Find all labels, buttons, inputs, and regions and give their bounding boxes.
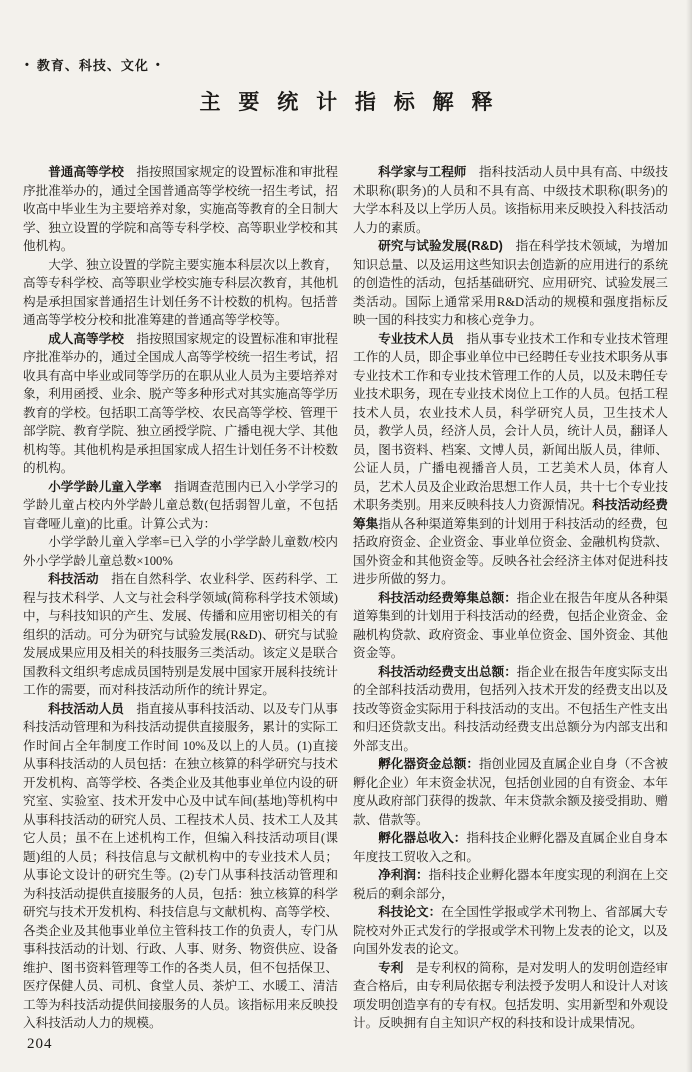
- formula-paragraph: [23, 533, 338, 570]
- definition-paragraph: [23, 478, 338, 534]
- definition-paragraph: [23, 163, 338, 256]
- definition-text: 指科技企业孵化器及直属企业自身本年度技工贸收入之和。: [353, 831, 669, 864]
- term-label: 孵化器资金总额：: [378, 757, 479, 771]
- right-column: [353, 163, 668, 1033]
- definition-text: 指科技企业孵化器本年度实现的利润在上交税后的剩余部分，: [353, 868, 669, 901]
- definition-text: 指从事专业技术工作和专业技术管理工作的人员，即企事业单位中已经聘任专业技术职务从事专业技术工作和专业技术管理工作的人员，以及未聘任专业技术职务，现在专业技术岗位上工作的人员。包括工程技术人员，农业技术人员，科学研究人员，卫生技术人员，教学人员，经济人员，会计人员，统计人员，翻译人员，图书资料、档案、文博人员，新闻出版人员，律师、公证人员，广播电视播音人员，工艺美术人员，体育人员，艺术人员及企业政治思想工作人员，共十七个专业技术职务类别。用来反映科技人力资源情况。: [353, 331, 669, 512]
- section-header-label: 教育、科技、文化: [36, 58, 149, 73]
- header-bullet-right-icon: •: [155, 58, 161, 71]
- definition-paragraph: [353, 663, 668, 756]
- definition-paragraph: [23, 700, 338, 1033]
- term-label: 小学学龄儿童入学率: [48, 479, 175, 494]
- term-label: 专利: [378, 960, 416, 975]
- continuation-paragraph: [23, 256, 338, 330]
- inline-term-label: 科技活动经费筹集: [353, 498, 669, 531]
- term-label: 成人高等学校: [48, 331, 137, 346]
- definition-paragraph: [353, 330, 668, 589]
- term-label: 净利润：: [378, 868, 429, 882]
- term-label: 科技活动经费筹集总额：: [378, 590, 517, 605]
- definition-text: 指在科学技术领域，为增加知识总量、以及运用这些知识去创造新的应用进行的系统的创造性的活动，包括基础研究、应用研究、试验发展三类活动。国际上通常采用R&D活动的规模和强度指标反映一国的科技实力和核心竞争力。: [353, 239, 668, 327]
- definition-text: 是专利权的简称，是对发明人的发明创造经审查合格后，由专利局依据专利法授予发明人和设计人对该项发明创造享有的专有权。包括发明、实用新型和外观设计。反映拥有自主知识产权的科技和设计成果情况。: [353, 960, 669, 1030]
- term-label: 科技活动: [48, 572, 112, 586]
- term-label: 研究与试验发展(R&D): [378, 239, 516, 253]
- definition-paragraph: [353, 755, 668, 829]
- definition-paragraph: [353, 589, 668, 663]
- definition-text: 指调查范围内已入小学学习的学龄儿童占校内外学龄儿童总数(包括弱智儿童，不包括盲聋哑儿童)的比重。计算公式为：: [23, 479, 339, 531]
- definition-text: 指企业在报告年度从各种渠道筹集到的计划用于科技活动的经费，包括企业资金、金融机构贷款、政府资金、事业单位资金、国外资金、其他资金等。: [353, 590, 669, 660]
- term-label: 专业技术人员: [378, 331, 467, 346]
- section-header: [25, 55, 161, 74]
- term-label: 科技活动经费支出总额：: [378, 664, 517, 679]
- definition-text: 指企业在报告年度实际支出的全部科技活动费用，包括列入技术开发的经费支出以及技改等资金实际用于科技活动的支出。不包括生产性支出和归还贷款支出。科技活动经费支出总额分为内部支出和外部支出。: [353, 664, 669, 753]
- definition-paragraph: [353, 163, 668, 237]
- definition-text: 指科技活动人员中具有高、中级技术职称(职务)的人员和不具有高、中级技术职称(职务)的大学本科及以上学历人员。该指标用来反映投入科技活动人力的素质。: [353, 165, 669, 235]
- term-label: 科技论文：: [378, 905, 442, 919]
- definition-text: 在全国性学报或学术刊物上、省部属大专院校对外正式发行的学报或学术刊物上发表的论文，以及向国外发表的论文。: [353, 905, 669, 956]
- definition-paragraph: [353, 959, 668, 1033]
- term-label: 普通高等学校: [48, 165, 137, 179]
- definition-paragraph: [23, 570, 338, 700]
- page-number: 204: [27, 1036, 53, 1052]
- left-column: [23, 163, 338, 1033]
- definition-text: 指直接从事科技活动、以及专门从事科技活动管理和为科技活动提供直接服务，累计的实际工作时间占全年制度工作时间 10%及以上的人员。(1)直接从事科技活动的人员包括：在独立核算的科学研究与技术开发机构、高等学校、各类企业及其他事业单位内设的研究室、实验室、技术开发中心及中试车间(基地)等机构中从事科技活动的研究人员、工程技术人员、技术工人及其它人员；虽不在上述机构工作，但编入科技活动项目(课题)组的人员；科技信息与文献机构中的专业技术人员；从事论文设计的研究生等。(2)专门从事科技活动管理和为科技活动提供直接服务的人员，包括：独立核算的科学研究与技术开发机构、科技信息与文献机构、高等学校、各类企业及其他事业单位主管科技工作的负责人，专门从事科技活动的计划、行政、人事、财务、物资供应、设备维护、图书资料管理等工作的各类人员，但不包括保卫、医疗保健人员、司机、食堂人员、茶炉工、水暖工、清洁工等为科技活动提供间接服务的人员。该指标用来反映投入科技活动人力的规模。: [23, 701, 339, 1030]
- term-label: 科学家与工程师: [378, 165, 479, 179]
- header-bullet-left-icon: •: [25, 58, 30, 71]
- definition-paragraph: [353, 829, 668, 866]
- term-label: 孵化器总收入：: [378, 831, 467, 845]
- definition-paragraph: [23, 330, 338, 478]
- definition-text: 指按照国家规定的设置标准和审批程序批准举办的，通过全国成人高等学校统一招生考试，招收具有高中毕业或同等学历的在职从业人员为主要培养对象，利用函授、业余、脱产等多种形式对其实施高等学历教育的学校。包括职工高等学校、农民高等学校、管理干部学院、教育学院、独立函授学院、广播电视大学、其他机构等。其他机构是承担国家成人招生计划任务不计校数的机构。: [23, 331, 339, 475]
- page-title: 主要统计指标解释: [199, 90, 511, 114]
- definition-paragraph: [353, 903, 668, 959]
- two-column-body: [23, 163, 668, 1033]
- definition-text: 指在自然科学、农业科学、医药科学、工程与技术科学、人文与社会科学领域(简称科学技术领域)中，与科技知识的产生、发展、传播和应用密切相关的有组织的活动。可分为研究与试验发展(R&D)、研究与试验发展成果应用及相关的科技服务三类活动。该定义是联合国教科文组织考虑成员国特别是发展中国家开展科技统计工作的需要，而对科技活动所作的统计界定。: [23, 572, 339, 697]
- definition-text: 大学、独立设置的学院主要实施本科层次以上教育，高等专科学校、高等职业学校实施专科层次教育，其他机构是承担国家普通招生计划任务不计校数的机构。包括普通高等学校分校和批准筹建的普通高等学校等。: [23, 257, 338, 327]
- definition-text: 指创业园及直属企业自身（不含被孵化企业）年末资金状况，包括创业园的自有资金、本年度从政府部门获得的拨款、年末贷款余额及接受捐助、赠款、借款等。: [353, 757, 669, 827]
- definition-paragraph: [353, 866, 668, 903]
- term-label: 科技活动人员: [48, 701, 137, 716]
- definition-text: 指从各种渠道筹集到的计划用于科技活动的经费，包括政府资金、企业资金、事业单位资金、金融机构贷款、国外资金和其他资金等。反映各社会经济主体对促进科技进步所做的努力。: [353, 516, 669, 586]
- formula-text: 小学学龄儿童入学率=已入学的小学学龄儿童数/校内外小学学龄儿童总数×100%: [23, 535, 338, 568]
- definition-paragraph: [353, 237, 668, 330]
- definition-text: 指按照国家规定的设置标准和审批程序批准举办的，通过全国普通高等学校统一招生考试，招收高中毕业生为主要培养对象，实施高等教育的全日制大学、独立设置的学院和高等专科学校、高等职业学校和其他机构。: [23, 165, 339, 253]
